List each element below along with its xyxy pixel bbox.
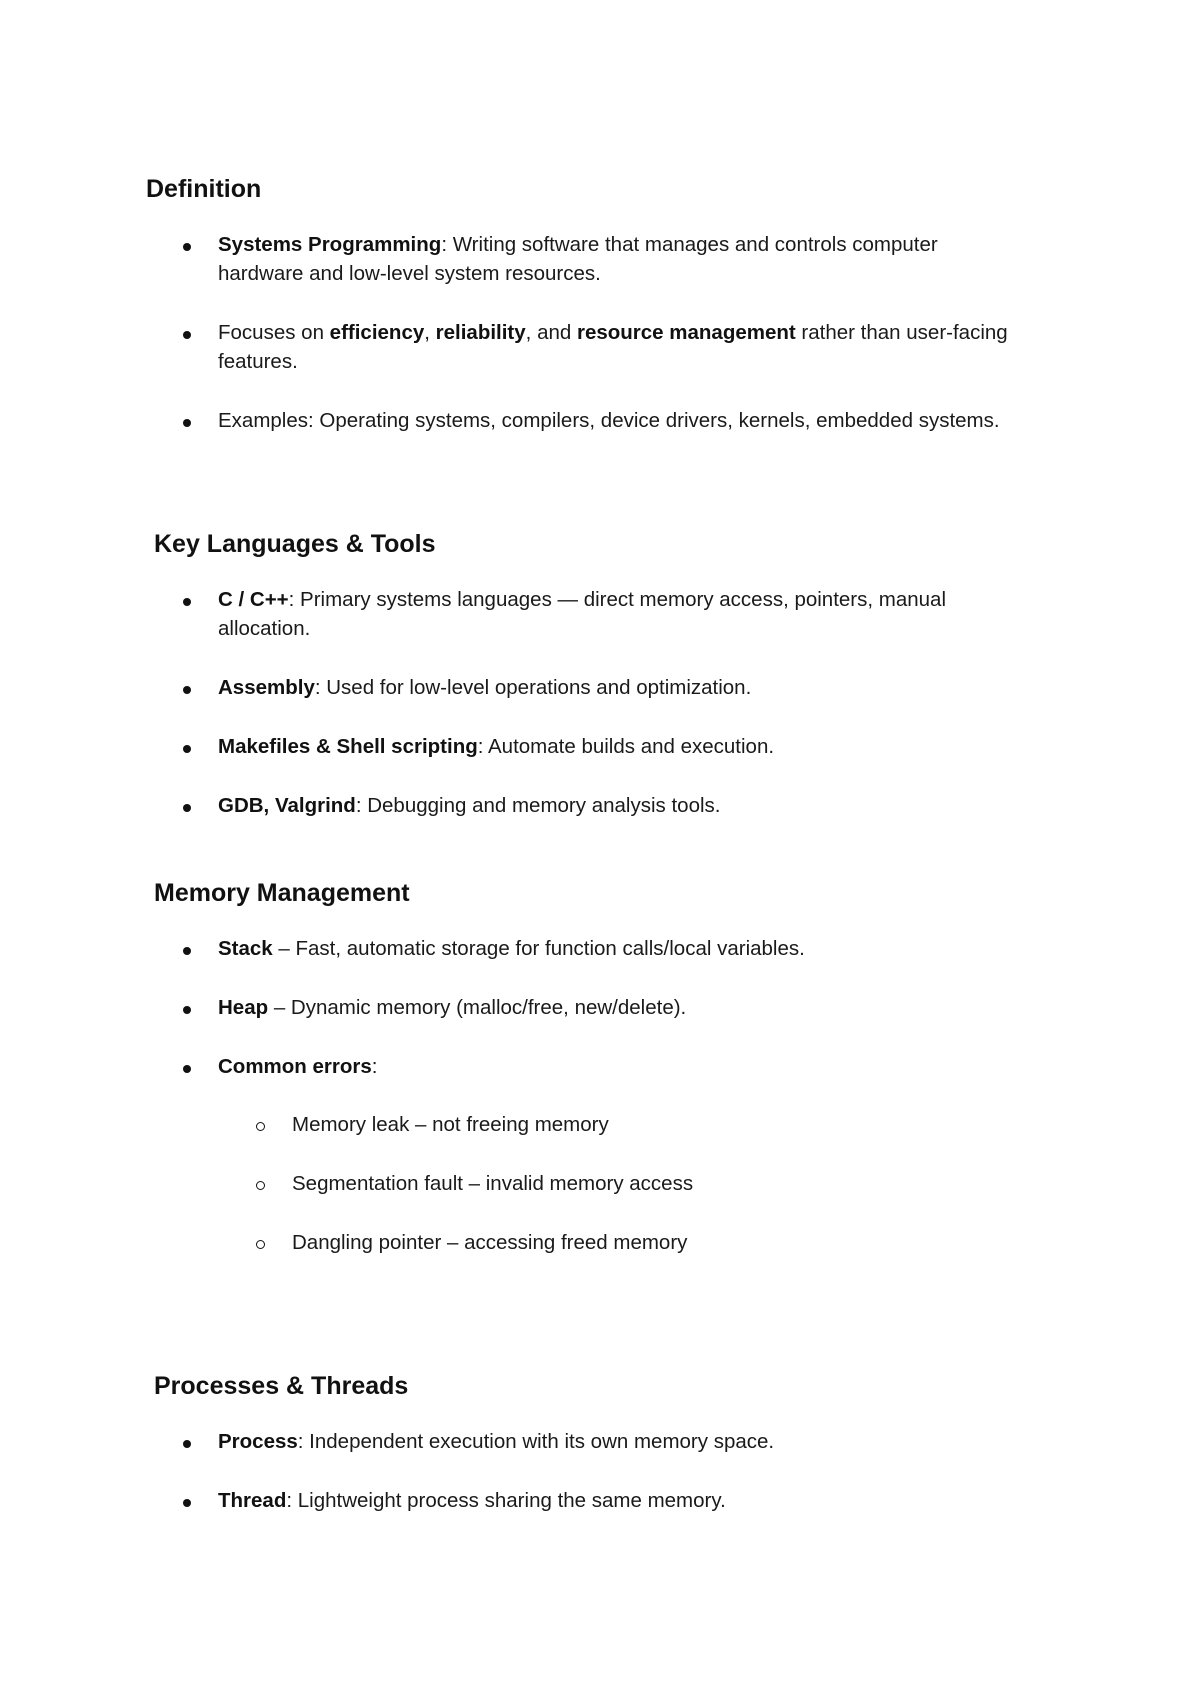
bold-term: C / C++ xyxy=(218,588,289,611)
bold-term: resource management xyxy=(576,321,796,344)
hollow-bullet-icon xyxy=(256,1181,265,1190)
bullet-icon xyxy=(183,745,191,753)
item-description: : Writing software that manages and controls computer hardware and low-level system resources. xyxy=(218,233,938,285)
section-heading-languages: Key Languages & Tools xyxy=(154,530,436,558)
bullet-icon xyxy=(183,1006,191,1014)
item-description: : Used for low-level operations and optimization. xyxy=(314,676,752,699)
text-fragment: Focuses on xyxy=(218,321,330,344)
list-item-text xyxy=(218,1427,1018,1456)
bullet-icon xyxy=(183,1440,191,1448)
bullet-icon xyxy=(183,686,191,694)
bold-term: Process xyxy=(218,1430,298,1453)
hollow-bullet-icon xyxy=(256,1122,265,1131)
bold-term: Common errors xyxy=(218,1055,372,1078)
bullet-icon xyxy=(183,947,191,955)
list-item-text xyxy=(218,732,1018,761)
sub-list-item-text: Segmentation fault – invalid memory access xyxy=(292,1172,694,1195)
item-description: : Independent execution with its own memory space. xyxy=(297,1430,775,1453)
item-description: : Primary systems languages — direct memory access, pointers, manual allocation. xyxy=(218,588,947,640)
list-item-text: Examples: Operating systems, compilers, device drivers, kernels, embedded systems. xyxy=(218,409,1000,432)
list-item-text xyxy=(218,1052,1018,1081)
bold-term: Systems Programming xyxy=(218,233,442,256)
list-item-text xyxy=(218,673,1018,702)
list-item-text xyxy=(218,1486,1018,1515)
item-description: – Dynamic memory (malloc/free, new/delete). xyxy=(268,996,687,1019)
hollow-bullet-icon xyxy=(256,1240,265,1249)
section-heading-memory: Memory Management xyxy=(154,879,410,907)
list-item-text xyxy=(218,791,1018,820)
text-fragment: rather than user-facing features. xyxy=(218,321,1008,373)
bold-term: Assembly xyxy=(218,676,315,699)
bold-term: efficiency xyxy=(329,321,425,344)
bullet-icon xyxy=(183,419,191,427)
text-fragment: , and xyxy=(525,321,577,344)
bold-term: Thread xyxy=(218,1489,287,1512)
bullet-icon xyxy=(183,1065,191,1073)
item-description: : Automate builds and execution. xyxy=(477,735,775,758)
sub-list-item-text: Dangling pointer – accessing freed memory xyxy=(292,1231,688,1254)
sub-list-item-text: Memory leak – not freeing memory xyxy=(292,1113,609,1136)
list-item-text xyxy=(218,993,1018,1022)
bullet-icon xyxy=(183,243,191,251)
bullet-icon xyxy=(183,1499,191,1507)
list-item-text xyxy=(218,318,1018,376)
item-description: – Fast, automatic storage for function calls/local variables. xyxy=(272,937,805,960)
bullet-icon xyxy=(183,598,191,606)
list-item-text xyxy=(218,230,1018,288)
text-fragment: , xyxy=(424,321,436,344)
section-heading-processes: Processes & Threads xyxy=(154,1372,409,1400)
bullet-icon xyxy=(183,804,191,812)
section-heading-definition: Definition xyxy=(146,175,262,203)
bold-term: reliability xyxy=(435,321,526,344)
bold-term: Heap xyxy=(218,996,269,1019)
bold-term: Stack xyxy=(218,937,273,960)
item-description: : Debugging and memory analysis tools. xyxy=(355,794,721,817)
list-item-text xyxy=(218,585,1018,643)
bold-term: GDB, Valgrind xyxy=(218,794,356,817)
item-description: : xyxy=(371,1055,378,1078)
item-description: : Lightweight process sharing the same memory. xyxy=(286,1489,726,1512)
list-item-text xyxy=(218,934,1018,963)
bullet-icon xyxy=(183,331,191,339)
bold-term: Makefiles & Shell scripting xyxy=(218,735,478,758)
